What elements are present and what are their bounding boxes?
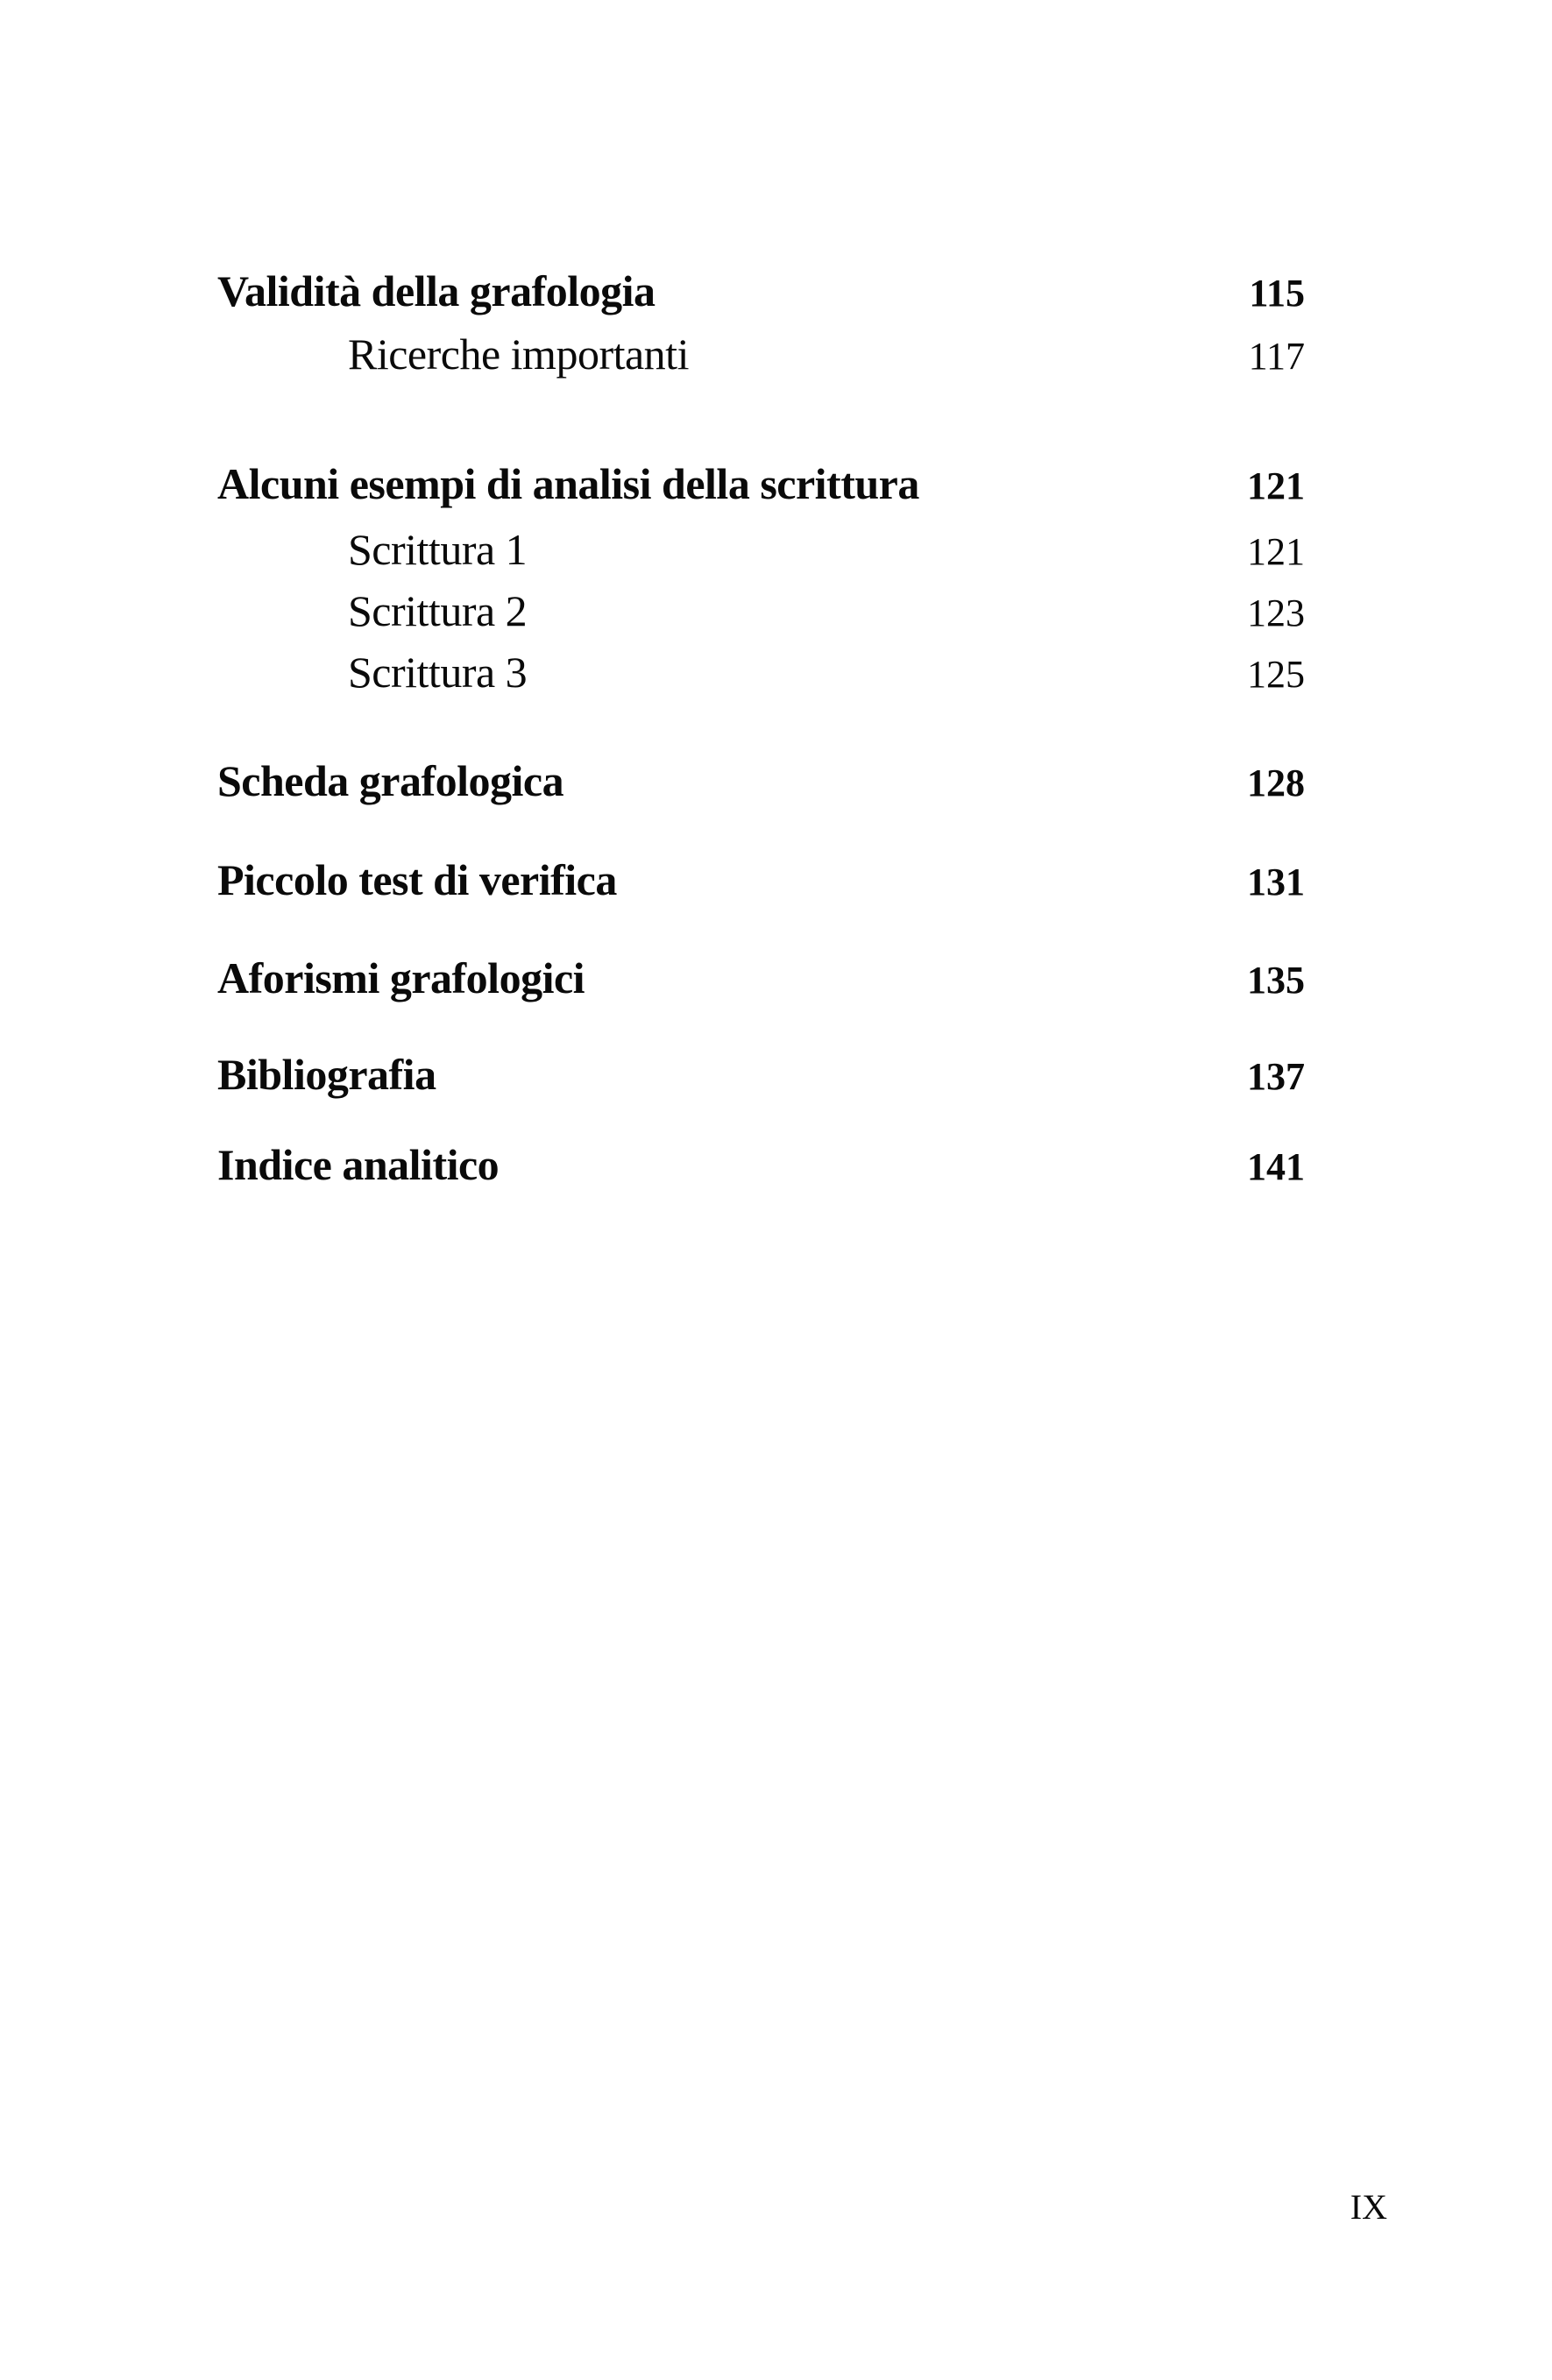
toc-entry-page-number: 128 bbox=[1247, 761, 1305, 804]
toc-entry-label: Scheda grafologica bbox=[217, 756, 564, 805]
toc-row bbox=[217, 457, 1305, 513]
toc-entry-label: Bibliografia bbox=[217, 1050, 436, 1099]
toc-entry-label: Piccolo test di verifica bbox=[217, 855, 617, 904]
toc-row bbox=[217, 646, 1305, 701]
toc-entry-page-number: 121 bbox=[1247, 530, 1305, 573]
toc-entry-page-number: 123 bbox=[1247, 591, 1305, 634]
toc-row bbox=[217, 952, 1305, 1007]
toc-row bbox=[217, 523, 1305, 578]
toc-entry-page-number: 137 bbox=[1247, 1055, 1305, 1098]
toc-row bbox=[217, 584, 1305, 640]
toc-entry-page-number: 117 bbox=[1248, 335, 1305, 378]
toc-entry-label: Scrittura 1 bbox=[348, 525, 528, 574]
toc-entry-page-number: 115 bbox=[1249, 272, 1305, 315]
toc-entry-label: Scrittura 2 bbox=[348, 586, 528, 635]
toc-entry-label: Indice analitico bbox=[217, 1140, 500, 1189]
toc-entry-page-number: 141 bbox=[1247, 1145, 1305, 1188]
toc-entry-label: Alcuni esempi di analisi della scrittura bbox=[217, 459, 919, 508]
toc-entry-page-number: 125 bbox=[1247, 653, 1305, 696]
toc-row bbox=[217, 265, 1305, 320]
toc-entry-label: Scrittura 3 bbox=[348, 648, 528, 697]
toc-row bbox=[217, 1048, 1305, 1103]
toc-entry-page-number: 121 bbox=[1247, 464, 1305, 507]
toc-entry-page-number: 135 bbox=[1247, 959, 1305, 1002]
toc-entry-label: Aforismi grafologici bbox=[217, 953, 585, 1002]
toc-row bbox=[217, 1138, 1305, 1194]
toc-row bbox=[217, 328, 1305, 383]
page-number-folio: IX bbox=[1350, 2187, 1387, 2227]
toc-entry-label: Validità della grafologia bbox=[217, 266, 656, 315]
toc-row bbox=[217, 854, 1305, 909]
toc-entry-page-number: 131 bbox=[1247, 861, 1305, 903]
toc-row bbox=[217, 754, 1305, 810]
toc-entry-label: Ricerche importanti bbox=[348, 329, 689, 379]
